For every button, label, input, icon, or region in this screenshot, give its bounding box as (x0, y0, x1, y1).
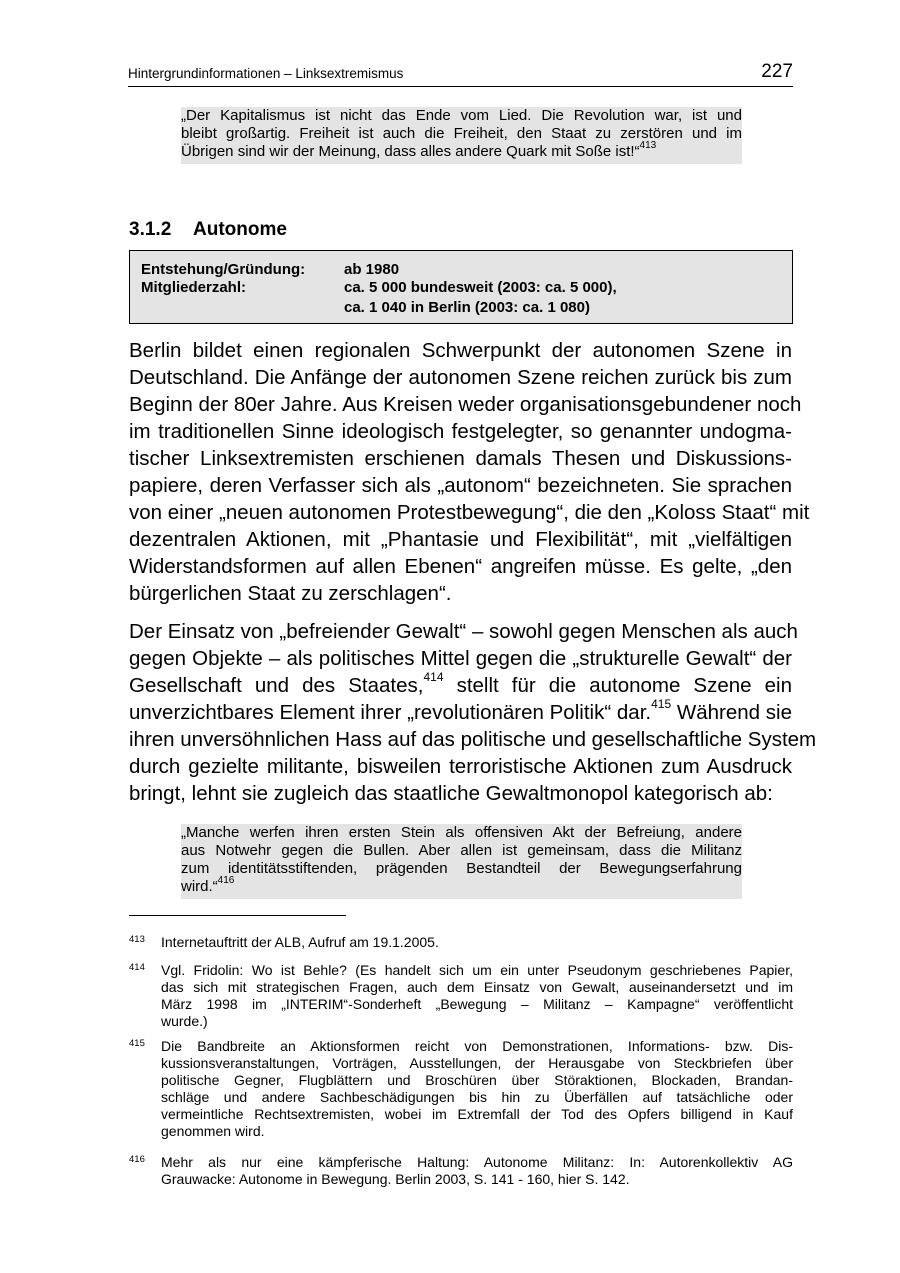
section-title: Autonome (193, 219, 287, 240)
footnote-line: vermeintliche Rechtsextremisten, wobei im Extremfall der Tod des Opfers billigend in Kauf (161, 1106, 793, 1122)
quote-line: zum identitätsstiftenden, prägenden Bestandteil der Bewegungserfahrung (181, 860, 742, 877)
quote-line (181, 140, 742, 161)
text-line: dezentralen Aktionen, mit „Phantasie und Flexibilität“, mit „vielfältigen (129, 528, 792, 551)
quote-line-text: Übrigen sind wir der Meinung, dass alles andere Quark mit Soße ist!“ (181, 143, 640, 160)
text-line: papiere, deren Verfasser sich als „autonom“ bezeichneten. Sie sprachen (129, 474, 792, 497)
text-line: bürgerlichen Staat zu zerschlagen“. (129, 582, 452, 605)
footnote-number: 413 (129, 934, 145, 945)
quote-line (181, 875, 742, 896)
footnote-line: Internetauftritt der ALB, Aufruf am 19.1.2005. (161, 934, 439, 950)
footnote-ref-414: 414 (423, 670, 444, 685)
section-heading (129, 219, 287, 241)
footnote-line: März 1998 im „INTERIM“-Sonderheft „Bewegung – Militanz – Kampagne“ veröffentlicht (161, 996, 793, 1012)
footnote-text (161, 1038, 793, 1140)
text-line: durch gezielte militante, bisweilen terroristische Aktionen zum Ausdruck (129, 755, 792, 778)
page-number: 227 (761, 61, 793, 82)
footnote-text (161, 934, 793, 951)
footnote-line: genommen wird. (161, 1123, 265, 1139)
text-line: tischer Linksextremisten erschienen damals Thesen und Diskussions- (129, 447, 792, 470)
footnote-line: Die Bandbreite an Aktionsformen reicht von Demonstrationen, Informations- bzw. Dis- (161, 1038, 793, 1054)
footnote-ref-416: 416 (217, 875, 235, 886)
quote-line-text: wird.“ (181, 878, 218, 895)
info-box (129, 250, 793, 324)
text-line: von einer „neuen autonomen Protestbewegung“, die den „Koloss Staat“ mit (129, 501, 810, 524)
text-line (129, 672, 792, 699)
members-value-national: ca. 5 000 bundesweit (2003: ca. 5 000), (344, 279, 617, 296)
quote-box-top (181, 107, 742, 164)
quote-line: „Der Kapitalismus ist nicht das Ende vom Lied. Die Revolution war, ist und (181, 107, 742, 124)
text-line: ihren unversöhnlichen Hass auf das politische und gesellschaftliche System (129, 728, 817, 751)
quote-box-bottom (181, 824, 742, 899)
body-paragraph-2 (129, 618, 817, 807)
footnote-separator (129, 915, 346, 916)
footnote-number: 415 (129, 1038, 145, 1049)
body-paragraph-1 (129, 337, 810, 607)
footnote-line: das sich mit strategischen Fragen, auch dem Einsatz von Gewalt, auseinandersetzt und im (161, 979, 793, 995)
text-line: Deutschland. Die Anfänge der autonomen Szene reichen zurück bis zum (129, 366, 792, 389)
text-line: Widerstandsformen auf allen Ebenen“ angreifen müsse. Es gelte, „den (129, 555, 792, 578)
footnote-line: kussionsveranstaltungen, Vorträgen, Ausstellungen, der Herausgabe von Steckbriefen über (161, 1055, 793, 1071)
text-line: bringt, lehnt sie zugleich das staatliche Gewaltmonopol kategorisch ab: (129, 782, 773, 805)
quote-line: aus Notwehr gegen die Bullen. Aber allen ist gemeinsam, dass die Militanz (181, 842, 742, 859)
header-title: Hintergrundinformationen – Linksextremismus (128, 66, 404, 81)
footnote-line: Vgl. Fridolin: Wo ist Behle? (Es handelt sich um ein unter Pseudonym geschriebenes Papier, (161, 962, 793, 978)
footnote-line: Mehr als nur eine kämpferische Haltung: Autonome Militanz: In: Autorenkollektiv AG (161, 1154, 793, 1170)
footnote-line: Grauwacke: Autonome in Bewegung. Berlin 2003, S. 141 - 160, hier S. 142. (161, 1171, 630, 1187)
founding-label: Entstehung/Gründung: (141, 261, 306, 278)
footnote-ref-413: 413 (639, 140, 657, 151)
footnote-line: wurde.) (161, 1013, 208, 1029)
footnote-line: politische Gegner, Flugblättern und Broschüren über Störaktionen, Blockaden, Brandan- (161, 1072, 793, 1088)
founding-value: ab 1980 (344, 261, 400, 278)
text-line (129, 699, 792, 726)
members-value-berlin: ca. 1 040 in Berlin (2003: ca. 1 080) (344, 299, 590, 316)
footnote-ref-415: 415 (651, 697, 672, 712)
text-line: Der Einsatz von „befreiender Gewalt“ – sowohl gegen Menschen als auch (129, 620, 798, 643)
members-label: Mitgliederzahl: (141, 279, 247, 296)
text-line: Berlin bildet einen regionalen Schwerpunkt der autonomen Szene in (129, 339, 792, 362)
text-segment: unverzichtbares Element ihrer „revolutionären Politik“ dar. (129, 701, 652, 724)
footnote-number: 416 (129, 1154, 145, 1165)
section-number: 3.1.2 (129, 219, 172, 240)
text-segment: stellt für die autonome Szene ein (443, 674, 792, 697)
text-line: gegen Objekte – als politisches Mittel gegen die „strukturelle Gewalt“ der (129, 647, 792, 670)
text-line: im traditionellen Sinne ideologisch festgelegter, so genannter undogma- (129, 420, 792, 443)
footnote-text (161, 962, 793, 1030)
quote-line: „Manche werfen ihren ersten Stein als offensiven Akt der Befreiung, andere (181, 824, 742, 841)
footnote-line: schläge und andere Sachbeschädigungen bis hin zu Überfällen auf tatsächliche oder (161, 1089, 793, 1105)
text-line: Beginn der 80er Jahre. Aus Kreisen weder organisationsgebundener noch (129, 393, 802, 416)
footnote-text (161, 1154, 793, 1188)
footnote-number: 414 (129, 962, 145, 973)
running-header (128, 58, 793, 87)
quote-line: bleibt großartig. Freiheit ist auch die Freiheit, den Staat zu zerstören und im (181, 125, 742, 142)
text-segment: Gesellschaft und des Staates, (129, 674, 424, 697)
text-segment: Während sie (671, 701, 792, 724)
